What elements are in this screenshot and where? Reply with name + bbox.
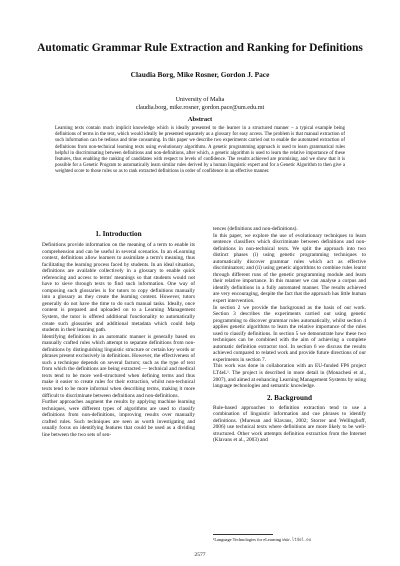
footnote-divider (213, 534, 273, 535)
footnote-text: ¹Language Technologies for eLearning (213, 537, 282, 542)
footnote (213, 537, 383, 542)
paragraph: In this paper, we explore the use of evolutionary techniques to learn sentence classifiers which discriminate between definitions and non-definitions in non-technical texts. We split the approach into two distinct phases (i) using genetic programming techniques to automatically discover grammar rules which act as effective discriminators; and (ii) using genetic algorithms to combine rules learnt through different runs of the genetic programming module and learn their relative importance. In this manner we can analyse a corpus and identify definitions in a fully automated manner. The results achieved are very encouraging, despite the fact that the approach has little human expert intervention. (213, 232, 366, 305)
paragraph: Identifying definitions in an automatic manner is generally based on manually crafted rules which attempt to separate definitions from non-definitions by distinguishing linguistic structure or certain key words or phrases present exclusively in definitions. However, the effectiveness of such a technique depends on several factors; such as the type of text from which the definitions are being extracted — technical and medical texts tend to be more well-structured when defining terms and thus make it easier to create rules for their extraction, whilst non-technical texts tend to be more informal when describing terms, making it more difficult to discriminate between definitions and non-definitions. (42, 333, 195, 399)
footnote-url: www.lt4el.eu (282, 537, 312, 542)
left-column (42, 230, 195, 438)
paragraph: Definitions provide information on the meaning of a term to enable its comprehension and can be useful in several scenarios. In an eLearning context, definitions allow learners to assimilate a term's meaning, thus facilitating the learning process faced by students. In an ideal situation, definitions are available collectively in a glossary to enable quick referencing and access to terms' meanings so that students would not have to sieve through texts to find such information. One way of composing such glossaries is for tutors to copy definitions manually into a glossary as they create the learning content. However, tutors generally do not have the time to do such manual tasks. Ideally, once content is prepared and uploaded on to a Learning Management System, the tutor is offered additional functionality to automatically create such glossaries and additional metadata which could help students in their learning path. (42, 242, 195, 334)
paper-authors: Claudia Borg, Mike Rosner, Gordon J. Pace (130, 70, 270, 79)
paragraph: Rule-based approaches to definition extraction tend to use a combination of linguistic information and cue phrases to identify definitions. (Muresan and Klavans, 2002; Storrer and Wellinghoff, 2006) use technical texts where definitions are more likely to be well-structured. Other work attempts definition extraction from the Internet (Klavans et al., 2003) and (213, 404, 366, 444)
paragraph: Further approaches augment the results by applying machine learning techniques, were different types of algorithms are used to classify definitions from non-definitions, improving results over manually crafted rules. Such techniques are seen as worth investigating and usually focus on identifying features that could be used as a dividing line between the two sets of sen- (42, 399, 195, 438)
paragraph: This work was done in collaboration with an EU-funded FP6 project LT4eL¹. The project is described in more detail in (Monachesi et al., 2007), and aimed at enhancing Learning Management Systems by using language technologies and semantic knowledge. (213, 363, 366, 390)
abstract-heading: Abstract (187, 116, 213, 123)
paper-title: Automatic Grammar Rule Extraction and Ranking for Definitions (37, 42, 363, 54)
paragraph: tences (definitions and non-definitions). (213, 226, 298, 232)
author-emails: claudia.borg, mike.rosner, gordon.pace@um.edu.mt (135, 104, 265, 112)
abstract-text: Learning texts contain much implicit knowledge which is ideally presented to the learner in a structured manner – a typical example being definitions of terms in the text, which would ideally be presented separately as a glossary for easy access. The problem is that manual extraction of such information can be tedious and time consuming. In this paper we describe two experiments carried out to enable the automated extraction of definitions from non-technical learning texts using evolutionary algorithms. A genetic programming approach is used to learn grammatical rules helpful in discriminating between definitions and non-definitions, after which, a genetic algorithm is used to learn the relative importance of these features, thus enabling the ranking of candidates with respect to levels of confidence. The results achieved are promising, and we show that it is possible for a Genetic Program to automatically learn similar rules derived by a human linguistic expert and for a Genetic Algorithm to then give a weighted score to those rules so as to rank extracted definitions in order of confidence in an effective manner. (55, 126, 345, 175)
affiliation-block (20, 96, 380, 112)
affiliation: University of Malta (175, 96, 225, 103)
section-heading-introduction: 1. Introduction (95, 230, 142, 238)
right-column (213, 226, 366, 444)
page-number: 2577 (194, 552, 206, 558)
paragraph: In section 2 we provide the background as the basis of our work. Section 3 describes the experiments carried out using genetic programming to discover grammar rules automatically, whilst section 4 applies genetic algorithms to learn the relative importance of the rules used to classify definitions. In section 5 we demonstrate how these two techniques can be combined with the aim of achieving a complete automatic definition extractor tool. In section 6 we discuss the results achieved compared to related work and provide future directions of our experiments in section 7. (213, 304, 366, 363)
section-heading-background: 2. Background (266, 393, 312, 402)
